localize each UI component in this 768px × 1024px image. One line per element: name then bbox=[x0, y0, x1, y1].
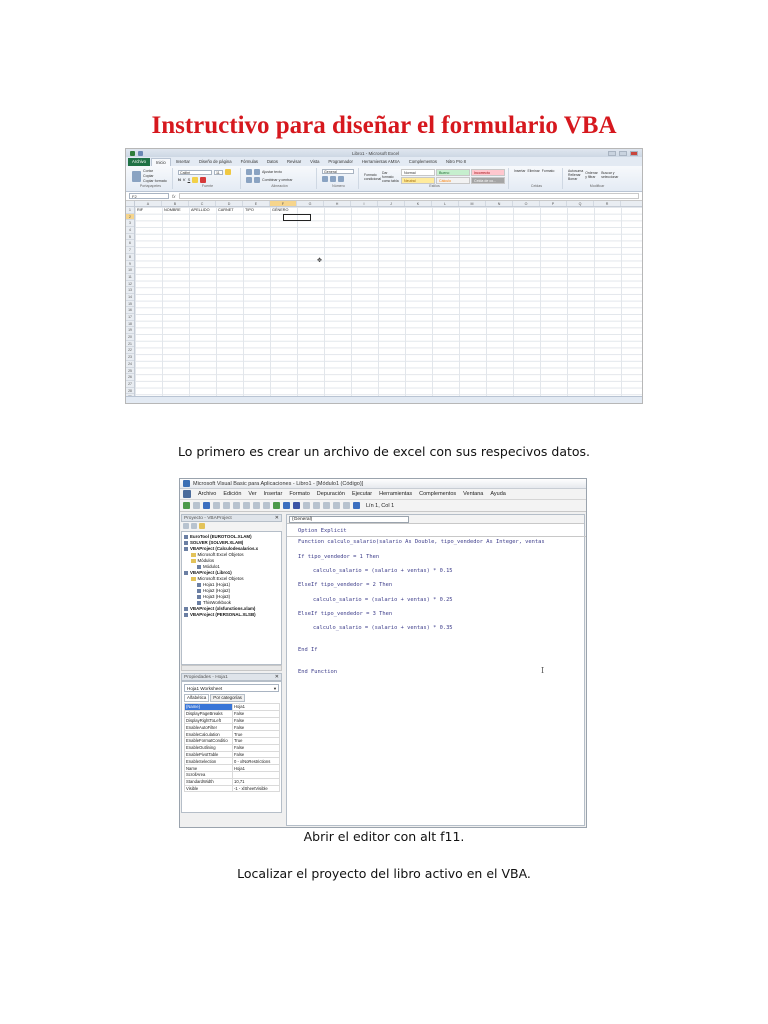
format-cells-button[interactable]: Formato bbox=[541, 169, 555, 173]
find-select-button[interactable]: Buscar y seleccionar bbox=[601, 171, 619, 179]
column-header[interactable]: I bbox=[351, 201, 378, 206]
row-header[interactable]: 3 bbox=[126, 220, 134, 227]
property-name: EnableOutlining bbox=[185, 744, 233, 751]
align-top-icon[interactable] bbox=[246, 169, 252, 175]
property-name: Name bbox=[185, 765, 233, 772]
property-row[interactable] bbox=[185, 710, 280, 717]
font-size-box[interactable]: 11 bbox=[214, 170, 223, 175]
code-line: ElseIf tipo_vendedor = 3 Then bbox=[298, 611, 393, 618]
project-pane-header bbox=[181, 514, 282, 522]
property-name: ScrollArea bbox=[185, 771, 233, 778]
copy-button[interactable]: Copiar bbox=[143, 174, 154, 178]
tree-node-label: Módulos bbox=[197, 558, 215, 563]
row-header[interactable]: 1 bbox=[126, 207, 134, 214]
property-name: EnableFormatConditio bbox=[185, 737, 233, 744]
ribbon-tab[interactable]: Programador bbox=[328, 159, 353, 164]
ribbon-tab[interactable]: Inicio bbox=[151, 158, 171, 166]
row-header[interactable]: 17 bbox=[126, 314, 134, 321]
project-icon bbox=[184, 535, 188, 539]
group-label: Celdas bbox=[530, 184, 543, 188]
row-header[interactable]: 19 bbox=[126, 327, 134, 334]
folder-icon bbox=[191, 559, 196, 563]
row-header[interactable]: 5 bbox=[126, 234, 134, 241]
copy-icon[interactable] bbox=[223, 502, 230, 509]
row-header[interactable]: 28 bbox=[126, 388, 134, 395]
code-line bbox=[298, 575, 584, 582]
property-row[interactable] bbox=[185, 744, 280, 751]
menu-item[interactable]: Ayuda bbox=[490, 491, 506, 497]
code-line bbox=[298, 590, 584, 597]
tree-node-label: EuroTool (EUROTOOL.XLAM) bbox=[190, 534, 252, 539]
object-selector-value: Hoja1 Worksheet bbox=[187, 686, 223, 691]
menu-item[interactable]: Ejecutar bbox=[351, 491, 373, 497]
group-label: Fuente bbox=[201, 184, 214, 188]
project-icon bbox=[184, 607, 188, 611]
vba-menubar bbox=[180, 489, 586, 500]
object-selector[interactable] bbox=[184, 684, 279, 692]
italic-icon[interactable]: K bbox=[182, 177, 186, 182]
grow-font-icon[interactable] bbox=[225, 169, 231, 175]
row-header[interactable]: 11 bbox=[126, 274, 134, 281]
menu-item[interactable]: Ventana bbox=[463, 491, 484, 497]
column-header[interactable]: P bbox=[540, 201, 567, 206]
excel-view-icon[interactable] bbox=[183, 490, 191, 498]
vba-app-icon bbox=[183, 480, 190, 487]
ribbon-group-font bbox=[175, 168, 241, 189]
sheet-icon bbox=[197, 595, 201, 599]
caption-locate-project: Localizar el proyecto del libro activo en el VBA. bbox=[237, 866, 531, 881]
property-value[interactable]: 10,71 bbox=[233, 778, 280, 785]
project-pane-title: Proyecto - VBAProject bbox=[184, 516, 232, 521]
code-line bbox=[298, 633, 584, 640]
pause-icon[interactable] bbox=[283, 502, 290, 509]
sheet-icon bbox=[197, 583, 201, 587]
property-value[interactable] bbox=[233, 771, 280, 778]
code-line bbox=[298, 604, 584, 611]
property-name: Visible bbox=[185, 785, 233, 792]
property-name: EnablePivotTable bbox=[185, 751, 233, 758]
save-icon[interactable] bbox=[138, 151, 143, 156]
property-value[interactable]: True bbox=[233, 731, 280, 738]
group-label: Alineación bbox=[271, 184, 288, 188]
tab-categorized[interactable]: Por categorías bbox=[210, 694, 245, 702]
ribbon-group-clipboard bbox=[129, 168, 173, 189]
property-row[interactable] bbox=[185, 778, 280, 785]
project-icon bbox=[184, 547, 188, 551]
design-mode-icon[interactable] bbox=[303, 502, 310, 509]
code-line bbox=[298, 654, 584, 661]
font-name-box[interactable]: Calibri bbox=[178, 170, 212, 175]
style-celda[interactable]: Celda de co... bbox=[471, 177, 505, 184]
ribbon-tab[interactable]: Insertar bbox=[175, 159, 190, 164]
delete-cells-button[interactable]: Eliminar bbox=[527, 169, 540, 173]
active-cell[interactable] bbox=[283, 214, 311, 221]
sheet-icon bbox=[197, 565, 201, 569]
sheet-icon bbox=[197, 589, 201, 593]
style-neutral[interactable]: Neutral bbox=[401, 177, 435, 184]
header-cell[interactable]: GÉNERO bbox=[272, 208, 289, 212]
vba-toolbar bbox=[180, 500, 586, 512]
cursor-position: Lín 1, Col 1 bbox=[366, 502, 395, 509]
property-value[interactable]: 0 - xlNoRestrictions bbox=[233, 758, 280, 765]
font-color-icon[interactable] bbox=[200, 177, 206, 183]
row-header[interactable]: 26 bbox=[126, 374, 134, 381]
menu-item[interactable]: Insertar bbox=[263, 491, 283, 497]
property-row[interactable] bbox=[185, 785, 280, 792]
excel-window-title: Libro1 - Microsoft Excel bbox=[351, 150, 399, 156]
formula-bar bbox=[126, 192, 642, 201]
select-all-corner[interactable] bbox=[126, 201, 135, 206]
props-pane-header bbox=[181, 673, 282, 681]
menu-item[interactable]: Edición bbox=[223, 491, 242, 497]
code-line: ElseIf tipo_vendedor = 2 Then bbox=[298, 582, 393, 589]
property-row[interactable] bbox=[185, 765, 280, 772]
paste-icon[interactable] bbox=[233, 502, 240, 509]
property-value[interactable]: Hoja1 bbox=[233, 765, 280, 772]
ribbon-group-number bbox=[319, 168, 359, 189]
code-line bbox=[298, 618, 584, 625]
tree-node-label: Hoja3 (Hoja3) bbox=[203, 594, 231, 599]
ribbon-tab[interactable]: Vista bbox=[310, 159, 320, 164]
group-label: Número bbox=[332, 184, 345, 188]
number-format-box[interactable]: General bbox=[322, 169, 354, 174]
ribbon-tab[interactable]: Fórmulas bbox=[240, 159, 259, 164]
property-value[interactable]: Hoja1 bbox=[233, 704, 280, 711]
view-excel-icon[interactable] bbox=[183, 502, 190, 509]
tree-node-label: Microsoft Excel Objetos bbox=[197, 552, 244, 557]
ribbon-tab[interactable]: Complementos bbox=[408, 159, 437, 164]
ribbon-group-cells bbox=[511, 168, 563, 189]
property-name: EnableSelection bbox=[185, 758, 233, 765]
column-header[interactable]: N bbox=[486, 201, 513, 206]
properties-icon[interactable] bbox=[323, 502, 330, 509]
excel-screenshot bbox=[125, 148, 643, 404]
menu-item[interactable]: Herramientas bbox=[379, 491, 413, 497]
code-editor[interactable] bbox=[287, 524, 584, 676]
percent-icon[interactable] bbox=[330, 176, 336, 182]
property-name: DisplayRightToLeft bbox=[185, 717, 233, 724]
column-header[interactable]: F bbox=[270, 201, 297, 206]
option-explicit-line: Option Explicit bbox=[298, 528, 347, 534]
procedure-separator bbox=[287, 536, 587, 537]
vba-left-panes bbox=[181, 514, 282, 826]
tree-node-label: Módulo1 bbox=[203, 564, 220, 569]
code-line: calculo_salario = (salario + ventas) * 0.15 bbox=[313, 567, 453, 574]
column-header[interactable]: B bbox=[162, 201, 189, 206]
property-row[interactable] bbox=[185, 717, 280, 724]
redo-icon[interactable] bbox=[263, 502, 270, 509]
table-format-button[interactable]: Dar formato como tabla bbox=[382, 170, 399, 183]
property-value[interactable]: True bbox=[233, 737, 280, 744]
cut-button[interactable]: Cortar bbox=[143, 169, 153, 173]
tree-node-label: ThisWorkbook bbox=[203, 600, 231, 605]
column-header[interactable]: A bbox=[135, 201, 162, 206]
run-icon[interactable] bbox=[273, 502, 280, 509]
tree-node-label: VBAProject (PERSONAL.XLSB) bbox=[190, 612, 256, 617]
close-icon[interactable]: ✕ bbox=[274, 674, 279, 680]
ribbon bbox=[126, 166, 642, 192]
ribbon-group-modify bbox=[565, 168, 629, 189]
property-value[interactable]: -1 - xlSheetVisible bbox=[233, 785, 280, 792]
fill-button[interactable]: Rellenar bbox=[568, 173, 581, 177]
header-cell[interactable]: RIF bbox=[137, 208, 144, 212]
ribbon-group-alignment bbox=[243, 168, 317, 189]
fill-color-icon[interactable] bbox=[192, 177, 198, 183]
property-row[interactable] bbox=[185, 737, 280, 744]
insert-cells-button[interactable]: Insertar bbox=[514, 169, 526, 173]
property-value[interactable]: False bbox=[233, 751, 280, 758]
fx-icon[interactable]: fx bbox=[172, 193, 176, 199]
properties-table bbox=[184, 703, 280, 792]
code-line bbox=[298, 546, 584, 553]
column-header[interactable]: O bbox=[513, 201, 540, 206]
comma-icon[interactable] bbox=[338, 176, 344, 182]
column-header[interactable]: K bbox=[405, 201, 432, 206]
project-tree-scrollbar[interactable] bbox=[181, 665, 282, 671]
caption-open-editor: Abrir el editor con alt f11. bbox=[303, 829, 465, 844]
column-header[interactable]: E bbox=[243, 201, 270, 206]
row-header[interactable]: 24 bbox=[126, 361, 134, 368]
maximize-button[interactable] bbox=[619, 151, 627, 156]
property-name: EnableCalculation bbox=[185, 731, 233, 738]
group-label: Estilos bbox=[429, 184, 440, 188]
properties-tabs bbox=[182, 694, 281, 702]
row-header[interactable]: 22 bbox=[126, 347, 134, 354]
align-center-icon[interactable] bbox=[254, 177, 260, 183]
style-bueno[interactable]: Bueno bbox=[436, 169, 470, 176]
header-cell[interactable]: NOMBRE bbox=[164, 208, 181, 212]
project-explorer-icon[interactable] bbox=[313, 502, 320, 509]
menu-item[interactable]: Ver bbox=[248, 491, 257, 497]
close-button[interactable] bbox=[630, 151, 638, 156]
property-name: EnableAutoFilter bbox=[185, 724, 233, 731]
project-icon bbox=[184, 613, 188, 617]
underline-icon[interactable]: S bbox=[187, 177, 191, 182]
property-row[interactable] bbox=[185, 731, 280, 738]
row-header[interactable]: 14 bbox=[126, 294, 134, 301]
menu-item[interactable]: Archivo bbox=[198, 491, 217, 497]
properties-pane bbox=[181, 681, 282, 813]
row-header[interactable]: 8 bbox=[126, 254, 134, 261]
bold-icon[interactable]: N bbox=[178, 177, 181, 182]
property-row[interactable] bbox=[185, 758, 280, 765]
property-row[interactable] bbox=[185, 751, 280, 758]
column-header[interactable]: Q bbox=[567, 201, 594, 206]
row-header[interactable]: 21 bbox=[126, 341, 134, 348]
code-line: End Function bbox=[298, 668, 337, 675]
property-value[interactable]: False bbox=[233, 710, 280, 717]
column-header[interactable]: L bbox=[432, 201, 459, 206]
chevron-down-icon[interactable]: ▼ bbox=[273, 686, 277, 691]
ribbon-tab[interactable]: Nitro Pro 8 bbox=[445, 159, 466, 164]
code-line: Function calculo_salario(salario As Double, tipo_vendedor As Integer, ventas bbox=[298, 539, 545, 546]
toolbox-icon[interactable] bbox=[343, 502, 350, 509]
tree-node-label: SOLVER (SOLVER.XLAM) bbox=[190, 540, 244, 545]
object-browser-icon[interactable] bbox=[333, 502, 340, 509]
caption-create-file: Lo primero es crear un archivo de excel con sus respecivos datos. bbox=[177, 444, 591, 459]
reset-icon[interactable] bbox=[293, 502, 300, 509]
code-line: calculo_salario = (salario + ventas) * 0.35 bbox=[313, 625, 453, 632]
mouse-cursor-icon: ✥ bbox=[317, 258, 323, 264]
header-cell[interactable]: APELLIDO bbox=[191, 208, 210, 212]
ribbon-tab[interactable]: Revisar bbox=[286, 159, 302, 164]
props-pane-title: Propiedades - Hoja1 bbox=[184, 675, 228, 680]
column-header[interactable]: J bbox=[378, 201, 405, 206]
clear-button[interactable]: Borrar bbox=[568, 177, 578, 181]
ribbon-tabs bbox=[126, 157, 642, 166]
tree-node-label: VBAProject (xlsfunctions.xlam) bbox=[190, 606, 256, 611]
row-header[interactable]: 23 bbox=[126, 354, 134, 361]
find-icon[interactable] bbox=[243, 502, 250, 509]
code-window-header bbox=[287, 515, 584, 524]
project-icon bbox=[184, 541, 188, 545]
tree-node-label: VBAProject (Calculodesalarios.x bbox=[190, 546, 259, 551]
row-header[interactable]: 6 bbox=[126, 240, 134, 247]
sort-filter-button[interactable]: Ordenar y filtrar bbox=[585, 171, 598, 179]
insert-module-icon[interactable] bbox=[193, 502, 200, 509]
undo-icon[interactable] bbox=[253, 502, 260, 509]
row-header[interactable]: 10 bbox=[126, 267, 134, 274]
column-header[interactable]: H bbox=[324, 201, 351, 206]
code-line bbox=[298, 561, 584, 568]
menu-item[interactable]: Depuración bbox=[316, 491, 345, 497]
row-header[interactable]: 2 bbox=[126, 214, 134, 221]
format-painter-button[interactable]: Copiar formato bbox=[143, 179, 167, 183]
code-line: If tipo_vendedor = 1 Then bbox=[298, 553, 380, 560]
minimize-button[interactable] bbox=[608, 151, 616, 156]
vba-window-title: Microsoft Visual Basic para Aplicaciones - Libro1 - [Módulo1 (Código)] bbox=[193, 480, 364, 487]
toggle-folders-icon[interactable] bbox=[199, 523, 205, 529]
tree-node-label: Hoja2 (Hoja2) bbox=[203, 588, 231, 593]
tree-node-label: VBAProject (Libro1) bbox=[190, 570, 232, 575]
row-header[interactable]: 18 bbox=[126, 321, 134, 328]
column-header[interactable]: C bbox=[189, 201, 216, 206]
currency-icon[interactable] bbox=[322, 176, 328, 182]
ribbon-group-styles bbox=[361, 168, 509, 189]
row-header[interactable]: 16 bbox=[126, 307, 134, 314]
row-header[interactable]: 27 bbox=[126, 381, 134, 388]
row-header[interactable]: 15 bbox=[126, 301, 134, 308]
folder-icon bbox=[191, 577, 196, 581]
view-object-icon[interactable] bbox=[191, 523, 197, 529]
header-cell[interactable]: TIPO bbox=[245, 208, 254, 212]
cells-area[interactable] bbox=[135, 207, 642, 404]
autosum-button[interactable]: Autosuma bbox=[568, 169, 584, 173]
row-header[interactable]: 13 bbox=[126, 287, 134, 294]
cut-icon[interactable] bbox=[213, 502, 220, 509]
wrap-text-button[interactable]: Ajustar texto bbox=[262, 170, 282, 174]
spreadsheet-grid bbox=[126, 201, 642, 404]
folder-icon bbox=[191, 553, 196, 557]
property-name: (Name) bbox=[185, 704, 233, 711]
property-value[interactable]: False bbox=[233, 724, 280, 731]
close-icon[interactable]: ✕ bbox=[274, 515, 279, 521]
style-incorrecto[interactable]: Incorrecto bbox=[471, 169, 505, 176]
column-header[interactable]: G bbox=[297, 201, 324, 206]
view-code-icon[interactable] bbox=[183, 523, 189, 529]
name-box[interactable]: F2 bbox=[129, 193, 169, 199]
property-name: DisplayPageBreaks bbox=[185, 710, 233, 717]
property-value[interactable]: False bbox=[233, 717, 280, 724]
row-header[interactable]: 9 bbox=[126, 261, 134, 268]
tree-node-label: Hoja1 (Hoja1) bbox=[203, 582, 231, 587]
vba-titlebar bbox=[180, 479, 586, 489]
ribbon-tab[interactable]: Datos bbox=[267, 159, 278, 164]
group-label: Portapapeles bbox=[139, 184, 162, 188]
ribbon-tab[interactable]: Herramientas AMSA bbox=[361, 159, 400, 164]
column-header[interactable]: D bbox=[216, 201, 243, 206]
tree-node[interactable] bbox=[184, 612, 279, 618]
row-header[interactable]: 20 bbox=[126, 334, 134, 341]
ribbon-tab[interactable]: Diseño de página bbox=[198, 159, 232, 164]
help-icon[interactable] bbox=[353, 502, 360, 509]
align-middle-icon[interactable] bbox=[254, 169, 260, 175]
text-cursor-icon: I bbox=[541, 666, 545, 675]
column-header[interactable]: R bbox=[594, 201, 621, 206]
property-row[interactable] bbox=[185, 704, 280, 711]
code-line: End If bbox=[298, 647, 318, 653]
property-row[interactable] bbox=[185, 771, 280, 778]
object-combo[interactable]: (General) bbox=[289, 516, 409, 523]
project-pane-toolbar bbox=[181, 522, 282, 531]
project-tree bbox=[181, 531, 282, 665]
merge-center-button[interactable]: Combinar y centrar bbox=[262, 177, 293, 182]
sheet-tabs-bar[interactable] bbox=[126, 396, 642, 404]
menu-item[interactable]: Complementos bbox=[419, 491, 457, 497]
property-name: StandardWidth bbox=[185, 778, 233, 785]
row-header[interactable]: 12 bbox=[126, 281, 134, 288]
formula-input[interactable] bbox=[179, 193, 639, 199]
menu-item[interactable]: Formato bbox=[289, 491, 310, 497]
save-icon[interactable] bbox=[203, 502, 210, 509]
excel-titlebar bbox=[126, 149, 642, 157]
code-line: calculo_salario = (salario + ventas) * 0.25 bbox=[313, 596, 453, 603]
project-icon bbox=[184, 571, 188, 575]
row-header[interactable]: 7 bbox=[126, 247, 134, 254]
row-header[interactable]: 4 bbox=[126, 227, 134, 234]
paste-icon[interactable] bbox=[132, 171, 141, 182]
row-headers bbox=[126, 207, 135, 404]
property-row[interactable] bbox=[185, 724, 280, 731]
header-cell[interactable]: CARNET bbox=[218, 208, 234, 212]
cond-format-button[interactable]: Formato condicional bbox=[364, 172, 381, 181]
column-header[interactable]: M bbox=[459, 201, 486, 206]
group-label: Modificar bbox=[589, 184, 605, 188]
tree-node-label: Microsoft Excel Objetos bbox=[197, 576, 244, 581]
style-calculo[interactable]: Cálculo bbox=[436, 177, 470, 184]
excel-app-icon bbox=[130, 151, 135, 156]
code-window bbox=[286, 514, 585, 826]
sheet-icon bbox=[197, 601, 201, 605]
align-left-icon[interactable] bbox=[246, 177, 252, 183]
vba-editor-screenshot bbox=[179, 478, 587, 828]
property-value[interactable]: False bbox=[233, 744, 280, 751]
ribbon-tab[interactable]: Archivo bbox=[128, 158, 150, 166]
code-line bbox=[298, 640, 584, 647]
row-header[interactable]: 25 bbox=[126, 368, 134, 375]
tab-alphabetic[interactable]: Alfabética bbox=[184, 694, 209, 702]
style-normal[interactable]: Normal bbox=[401, 169, 435, 176]
document-title: Instructivo para diseñar el formulario VBA bbox=[151, 112, 617, 139]
